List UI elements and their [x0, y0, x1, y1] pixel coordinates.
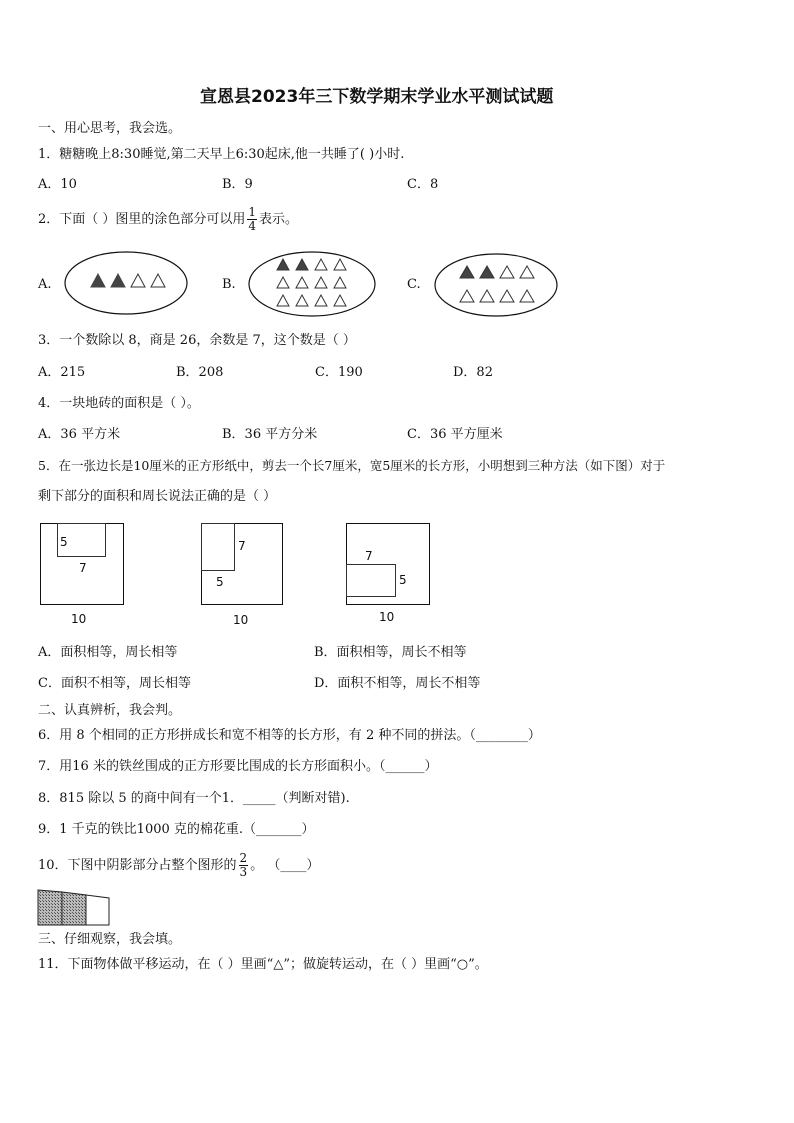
q2-fraction-denominator: 4	[248, 219, 257, 233]
q5-fig3-label-length: 7	[365, 549, 373, 563]
empty-triangle-icon	[277, 295, 289, 306]
q5-fig3-label-side: 10	[379, 610, 395, 624]
question-5-line-2: 剩下部分的面积和周长说法正确的是（ ）	[38, 489, 277, 504]
question-6: 6．用 8 个相同的正方形拼成长和宽不相等的长方形，有 2 种不同的拼法。（________）	[38, 728, 541, 743]
empty-triangle-icon	[500, 266, 514, 278]
q5-fig1-label-side: 10	[71, 612, 87, 626]
question-8: 8．815 除以 5 的商中间有一个1．_____（判断对错).	[38, 791, 350, 806]
empty-triangle-icon	[296, 277, 308, 288]
q4-option-a: A．36 平方米	[38, 427, 121, 442]
question-1: 1．糖糖晚上8:30睡觉,第二天早上6:30起床,他一共睡了( )小时.	[38, 147, 405, 162]
q4-option-c: C．36 平方厘米	[407, 427, 503, 442]
question-2	[38, 205, 298, 235]
empty-triangle-icon	[520, 266, 534, 278]
q2-figure-a	[63, 250, 189, 316]
q5-fig1-label-width: 5	[60, 535, 68, 549]
empty-triangle-icon	[151, 274, 165, 287]
q5-fig2-label-width: 5	[216, 575, 224, 589]
empty-triangle-icon	[460, 290, 474, 302]
question-10	[38, 850, 319, 882]
question-5-line-1: 5．在一张边长是10厘米的正方形纸中，剪去一个长7厘米，宽5厘米的长方形，小明想到三种方法（如下图）对于	[38, 458, 666, 473]
section-1-heading: 一、用心思考，我会选。	[38, 121, 182, 136]
q5-option-b: B．面积相等，周长不相等	[314, 645, 467, 660]
empty-triangle-icon	[480, 290, 494, 302]
q10-shaded-part-1	[38, 890, 62, 925]
q3-option-b: B．208	[176, 365, 224, 380]
q2-text-after: 表示。	[259, 212, 299, 227]
q5-figure-3-cutout	[346, 564, 396, 597]
q5-figure-2	[201, 523, 283, 605]
filled-triangle-icon	[296, 259, 308, 270]
empty-triangle-icon	[315, 259, 327, 270]
q5-fig2-label-length: 7	[238, 539, 246, 553]
q5-option-d: D．面积不相等，周长不相等	[314, 676, 481, 691]
q10-unshaded-part	[86, 895, 109, 925]
empty-triangle-icon	[334, 295, 346, 306]
q2-text-before: 2．下面（ ）图里的涂色部分可以用	[38, 212, 246, 227]
q10-figure	[37, 889, 112, 927]
q2-figure-b	[247, 250, 377, 318]
q1-option-c: C．8	[407, 177, 439, 192]
question-3: 3．一个数除以 8，商是 26，余数是 7，这个数是（ ）	[38, 333, 356, 348]
filled-triangle-icon	[277, 259, 289, 270]
filled-triangle-icon	[460, 266, 474, 278]
empty-triangle-icon	[500, 290, 514, 302]
q1-option-a: A．10	[38, 177, 77, 192]
q5-figure-3	[346, 523, 430, 605]
q5-figure-2-cutout	[201, 523, 235, 571]
q2-option-b-label: B.	[222, 277, 236, 292]
q1-option-b: B．9	[222, 177, 253, 192]
q2-option-a-label: A.	[38, 277, 52, 292]
q5-fig3-label-width: 5	[399, 573, 407, 587]
q10-fraction-denominator: 3	[239, 865, 248, 879]
section-3-heading: 三、仔细观察，我会填。	[38, 932, 182, 947]
q5-fig1-label-length: 7	[79, 561, 87, 575]
q10-text-before: 10．下图中阴影部分占整个图形的	[38, 858, 237, 873]
q5-option-a: A．面积相等，周长相等	[38, 645, 178, 660]
empty-triangle-icon	[520, 290, 534, 302]
empty-triangle-icon	[277, 277, 289, 288]
empty-triangle-icon	[334, 259, 346, 270]
empty-triangle-icon	[334, 277, 346, 288]
q5-figure-1	[40, 523, 124, 605]
q5-fig2-label-side: 10	[233, 613, 249, 627]
q3-option-a: A．215	[38, 365, 86, 380]
empty-triangle-icon	[131, 274, 145, 287]
q10-fraction	[239, 852, 249, 879]
q2-option-c-label: C.	[407, 277, 421, 292]
filled-triangle-icon	[480, 266, 494, 278]
empty-triangle-icon	[296, 295, 308, 306]
q2-figure-c	[433, 252, 559, 318]
section-2-heading: 二、认真辨析，我会判。	[38, 703, 182, 718]
page-title: 宣恩县2023年三下数学期末学业水平测试试题	[200, 87, 554, 107]
q10-text-after: 。 （____）	[250, 858, 320, 873]
question-9: 9．1 千克的铁比1000 克的棉花重.（_______）	[38, 822, 315, 837]
question-4: 4．一块地砖的面积是（ ）。	[38, 396, 200, 411]
q10-fraction-numerator: 2	[239, 851, 248, 865]
question-11: 11．下面物体做平移运动，在（ ）里画“△”；做旋转运动，在（ ）里画“○”。	[38, 957, 488, 972]
empty-triangle-icon	[315, 295, 327, 306]
filled-triangle-icon	[91, 274, 105, 287]
q2-fraction	[247, 206, 257, 233]
q4-option-b: B．36 平方分米	[222, 427, 318, 442]
q2-fraction-numerator: 1	[248, 205, 257, 219]
filled-triangle-icon	[111, 274, 125, 287]
q3-option-c: C．190	[315, 365, 363, 380]
empty-triangle-icon	[315, 277, 327, 288]
q5-option-c: C．面积不相等，周长相等	[38, 676, 191, 691]
q3-option-d: D．82	[453, 365, 493, 380]
question-7: 7．用16 米的铁丝围成的正方形要比围成的长方形面积小。（______）	[38, 759, 438, 774]
q10-shaded-part-2	[62, 892, 86, 925]
